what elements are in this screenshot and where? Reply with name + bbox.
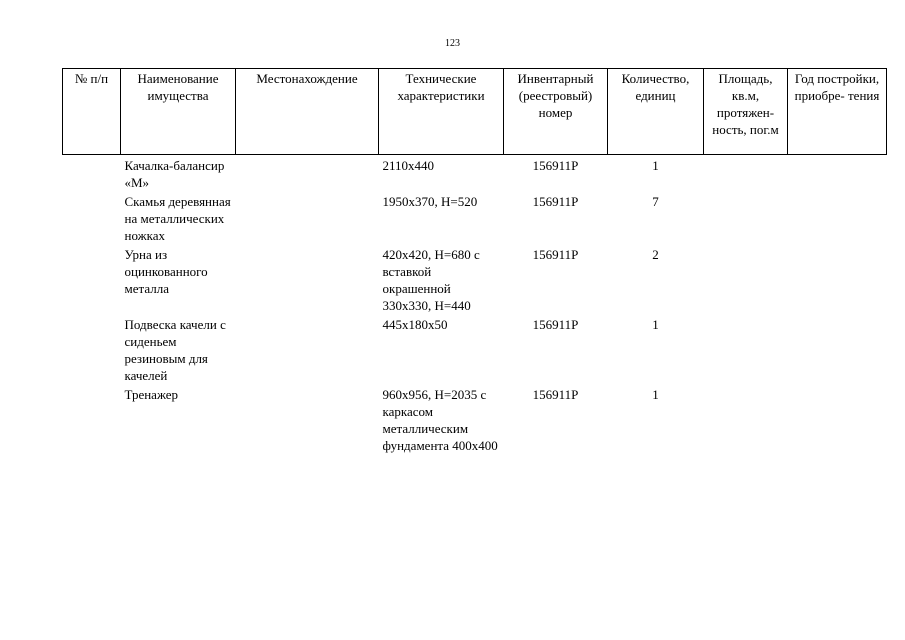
table-row xyxy=(63,155,887,192)
page-number: 123 xyxy=(445,38,460,49)
table-row xyxy=(63,384,887,454)
header-tech: Технические характеристики xyxy=(379,69,504,155)
cell-name: Подвеска качели с сиденьем резиновым для качелей xyxy=(124,317,226,383)
cell-tech: 420х420, Н=680 с вставкой окрашенной 330х330, Н=440 xyxy=(382,247,480,313)
cell-year xyxy=(788,314,887,384)
cell-year xyxy=(788,155,887,192)
header-location: Местонахождение xyxy=(236,69,379,155)
cell-tech: 445х180х50 xyxy=(382,317,448,332)
cell-year xyxy=(788,191,887,244)
cell-location xyxy=(236,314,379,384)
cell-num xyxy=(63,384,121,454)
cell-tech: 1950х370, Н=520 xyxy=(382,194,478,209)
cell-area xyxy=(704,314,788,384)
cell-area xyxy=(704,155,788,192)
cell-name: Тренажер xyxy=(124,387,179,402)
cell-inventory: 156911Р xyxy=(532,247,579,262)
cell-quantity: 2 xyxy=(652,247,659,262)
cell-location xyxy=(236,244,379,314)
cell-inventory: 156911Р xyxy=(532,158,579,173)
cell-num xyxy=(63,244,121,314)
cell-year xyxy=(788,244,887,314)
cell-area xyxy=(704,191,788,244)
cell-num xyxy=(63,314,121,384)
cell-quantity: 1 xyxy=(652,387,659,402)
cell-quantity: 1 xyxy=(652,317,659,332)
header-inventory: Инвентарный (реестровый) номер xyxy=(504,69,608,155)
cell-name: Качалка-балансир «М» xyxy=(124,158,225,190)
cell-area xyxy=(704,384,788,454)
cell-quantity: 1 xyxy=(652,158,659,173)
header-quantity: Количество, единиц xyxy=(608,69,704,155)
cell-name: Урна из оцинкованного металла xyxy=(124,247,208,296)
cell-tech: 2110х440 xyxy=(382,158,435,173)
table-row xyxy=(63,244,887,314)
header-num: № п/п xyxy=(63,69,121,155)
cell-inventory: 156911Р xyxy=(532,317,579,332)
cell-tech: 960х956, Н=2035 с каркасом металлическим фундамента 400х400 xyxy=(382,387,498,453)
cell-inventory: 156911Р xyxy=(532,194,579,209)
cell-location xyxy=(236,384,379,454)
cell-location xyxy=(236,155,379,192)
table-row xyxy=(63,191,887,244)
table-row xyxy=(63,314,887,384)
cell-area xyxy=(704,244,788,314)
cell-inventory: 156911Р xyxy=(532,387,579,402)
cell-location xyxy=(236,191,379,244)
header-area: Площадь, кв.м, протяжен- ность, пог.м xyxy=(704,69,788,155)
cell-name: Скамья деревянная на металлических ножках xyxy=(124,194,231,243)
cell-num xyxy=(63,191,121,244)
property-registry-table xyxy=(62,68,887,454)
table-header-row xyxy=(63,69,887,155)
cell-num xyxy=(63,155,121,192)
cell-quantity: 7 xyxy=(652,194,659,209)
header-name: Наименование имущества xyxy=(121,69,236,155)
header-year: Год постройки, приобре- тения xyxy=(788,69,887,155)
cell-year xyxy=(788,384,887,454)
